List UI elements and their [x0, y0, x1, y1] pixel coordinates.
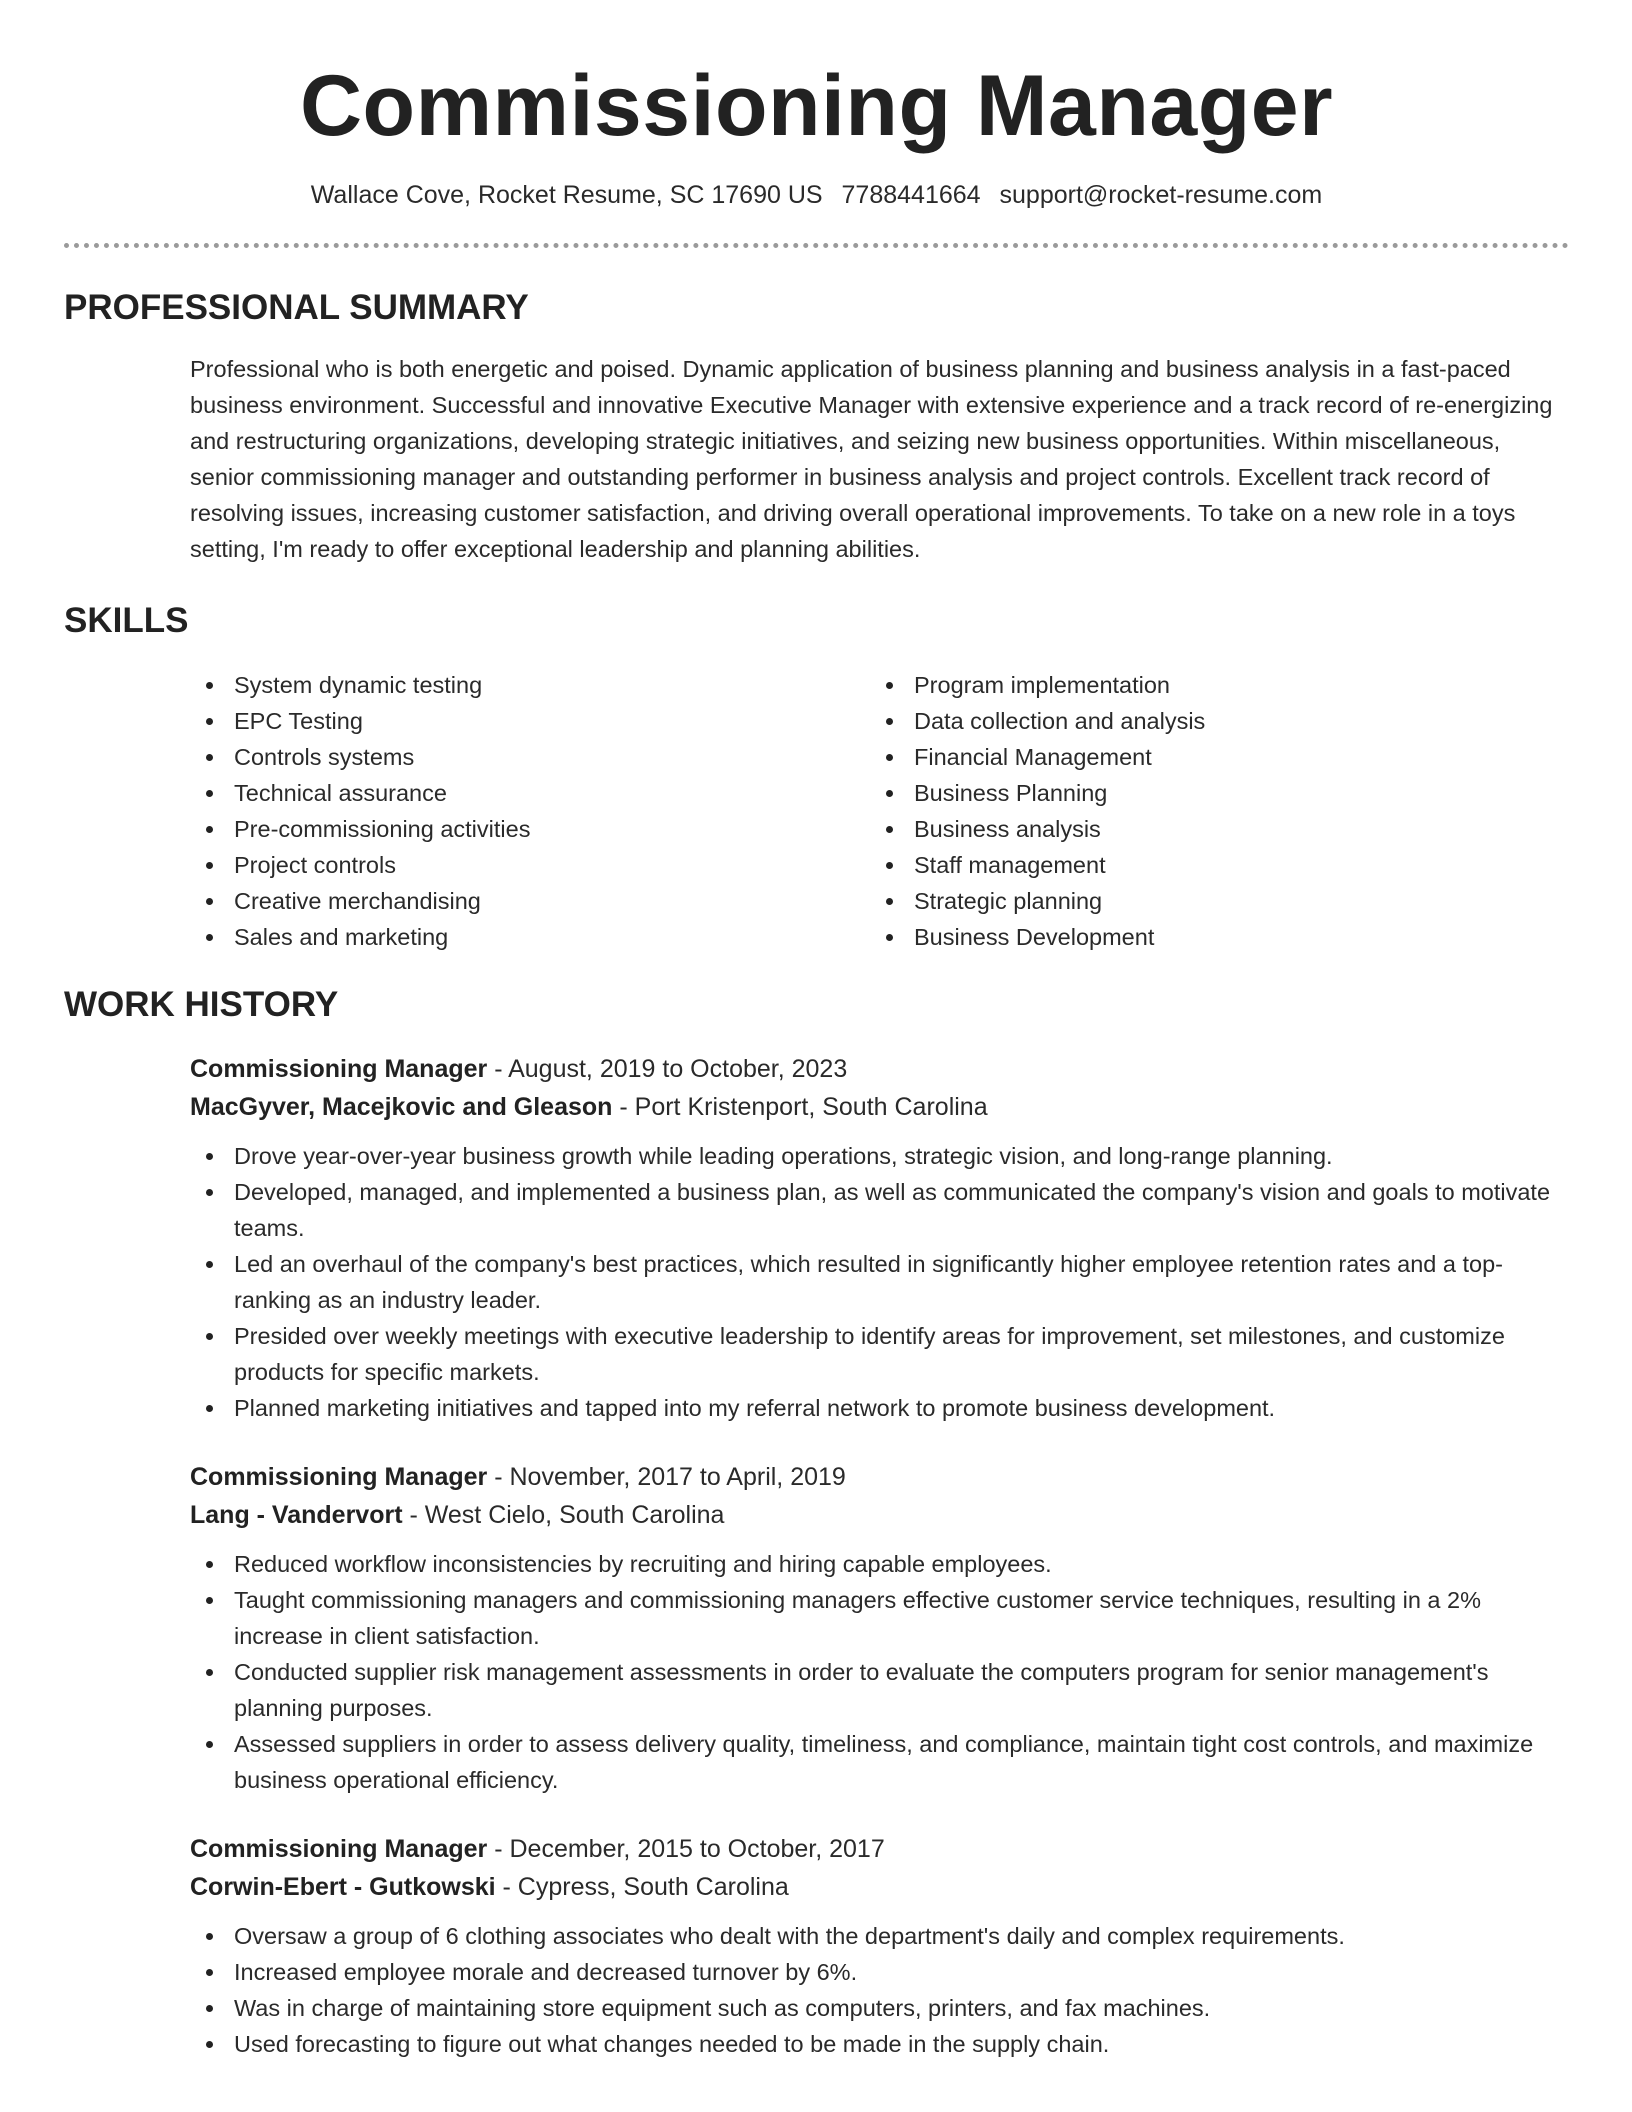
- job-company: MacGyver, Macejkovic and Gleason: [190, 1093, 613, 1121]
- job-bullet: Taught commissioning managers and commissioning managers effective customer service techniques, resulting in a 2% increase in client satisfaction.: [190, 1582, 1569, 1654]
- skills-right-column: [870, 667, 1550, 955]
- job-bullet: Reduced workflow inconsistencies by recruiting and hiring capable employees.: [190, 1546, 1569, 1582]
- resume-name: Commissioning Manager: [299, 58, 1334, 154]
- skills-section: [64, 601, 1569, 955]
- skill-item: Strategic planning: [870, 883, 1550, 919]
- skill-item: Staff management: [870, 847, 1550, 883]
- job-role-line: [190, 1050, 1569, 1088]
- skill-item: EPC Testing: [190, 703, 870, 739]
- contact-address: Wallace Cove, Rocket Resume, SC 17690 US: [310, 181, 823, 209]
- work-history-title: WORK HISTORY: [64, 985, 339, 1024]
- job-bullet: Planned marketing initiatives and tapped into my referral network to promote business development.: [190, 1390, 1569, 1426]
- job-location: - Port Kristenport, South Carolina: [612, 1093, 988, 1121]
- job-entry: [190, 1050, 1569, 1426]
- skills-grid: [190, 667, 1569, 955]
- job-company-line: [190, 1496, 1569, 1534]
- work-history-section: [64, 985, 1569, 2062]
- job-entry: [190, 1830, 1569, 2062]
- job-dates: - August, 2019 to October, 2023: [487, 1055, 848, 1083]
- job-location: - Cypress, South Carolina: [495, 1873, 789, 1901]
- job-location: - West Cielo, South Carolina: [402, 1501, 725, 1529]
- job-role: Commissioning Manager: [190, 1055, 488, 1083]
- job-company-line: [190, 1088, 1569, 1126]
- skill-item: Pre-commissioning activities: [190, 811, 870, 847]
- job-bullet: Was in charge of maintaining store equipment such as computers, printers, and fax machines.: [190, 1990, 1569, 2026]
- skill-item: Project controls: [190, 847, 870, 883]
- job-bullet: Conducted supplier risk management assessments in order to evaluate the computers program for senior management's planning purposes.: [190, 1654, 1569, 1726]
- skill-item: Sales and marketing: [190, 919, 870, 955]
- summary-section: [64, 288, 1569, 567]
- skill-item: Controls systems: [190, 739, 870, 775]
- contact-email: support@rocket-resume.com: [999, 181, 1323, 209]
- job-dates: - December, 2015 to October, 2017: [487, 1835, 885, 1863]
- job-bullet: Presided over weekly meetings with executive leadership to identify areas for improvement, set milestones, and customize products for specific markets.: [190, 1318, 1569, 1390]
- job-dates: - November, 2017 to April, 2019: [487, 1463, 846, 1491]
- skill-item: Financial Management: [870, 739, 1550, 775]
- job-role: Commissioning Manager: [190, 1463, 488, 1491]
- job-bullet: Increased employee morale and decreased turnover by 6%.: [190, 1954, 1569, 1990]
- job-bullets: [190, 1138, 1569, 1426]
- job-entry: [190, 1458, 1569, 1798]
- skill-item: Business analysis: [870, 811, 1550, 847]
- contact-line: [64, 180, 1569, 210]
- skill-item: Technical assurance: [190, 775, 870, 811]
- job-bullet: Used forecasting to figure out what changes needed to be made in the supply chain.: [190, 2026, 1569, 2062]
- summary-title: PROFESSIONAL SUMMARY: [64, 288, 529, 327]
- job-bullet: Assessed suppliers in order to assess delivery quality, timeliness, and compliance, maintain tight cost controls, and maximize business operational efficiency.: [190, 1726, 1569, 1798]
- job-bullet: Oversaw a group of 6 clothing associates who dealt with the department's daily and complex requirements.: [190, 1918, 1569, 1954]
- job-bullets: [190, 1546, 1569, 1798]
- job-role-line: [190, 1830, 1569, 1868]
- job-bullet: Drove year-over-year business growth while leading operations, strategic vision, and long-range planning.: [190, 1138, 1569, 1174]
- skills-title: SKILLS: [64, 601, 189, 640]
- skill-item: System dynamic testing: [190, 667, 870, 703]
- skill-item: Creative merchandising: [190, 883, 870, 919]
- job-company-line: [190, 1868, 1569, 1906]
- job-role: Commissioning Manager: [190, 1835, 488, 1863]
- summary-text: Professional who is both energetic and poised. Dynamic application of business planning and business analysis in a fast-paced business environment. Successful and innovative Executive Manager with extensive experience and a track record of re-energizing and restructuring organizations, developing strategic initiatives, and seizing new business opportunities. Within miscellaneous, senior commissioning manager and outstanding performer in business analysis and project controls. Excellent track record of resolving issues, increasing customer satisfaction, and driving overall operational improvements. To take on a new role in a toys setting, I'm ready to offer exceptional leadership and planning abilities.: [190, 356, 1553, 562]
- job-bullet: Developed, managed, and implemented a business plan, as well as communicated the company's vision and goals to motivate teams.: [190, 1174, 1569, 1246]
- job-role-line: [190, 1458, 1569, 1496]
- skill-item: Business Development: [870, 919, 1550, 955]
- contact-phone: 7788441664: [841, 181, 981, 209]
- skill-item: Program implementation: [870, 667, 1550, 703]
- header-divider: [64, 243, 1569, 248]
- job-company: Lang - Vandervort: [190, 1501, 403, 1529]
- job-bullet: Led an overhaul of the company's best practices, which resulted in significantly higher employee retention rates and a top-ranking as an industry leader.: [190, 1246, 1569, 1318]
- job-bullets: [190, 1918, 1569, 2062]
- skill-item: Business Planning: [870, 775, 1550, 811]
- skill-item: Data collection and analysis: [870, 703, 1550, 739]
- job-company: Corwin-Ebert - Gutkowski: [190, 1873, 496, 1901]
- skills-left-column: [190, 667, 870, 955]
